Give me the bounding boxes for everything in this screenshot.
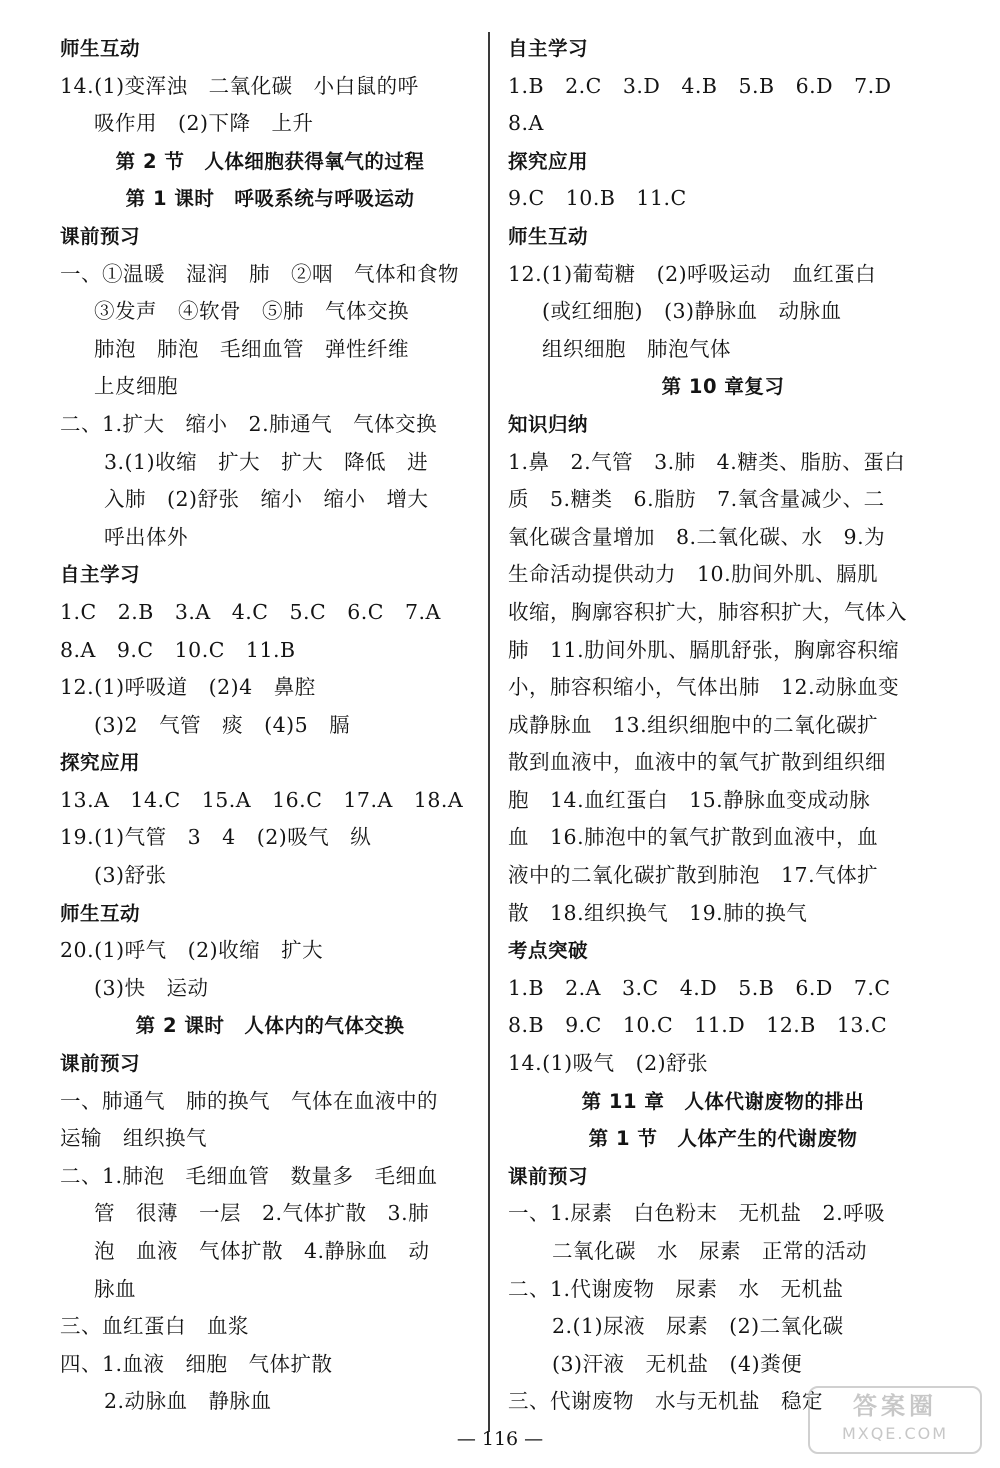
- text-line: 液中的二氧化碳扩散到肺泡 17.气体扩: [508, 863, 879, 888]
- left-column: [60, 30, 480, 1421]
- column-divider: [488, 32, 490, 1432]
- section-heading: 师生互动: [508, 224, 589, 248]
- text-line: 胞 14.血红蛋白 15.静脉血变成动脉: [508, 787, 871, 812]
- text-line: 收缩，胸廓容积扩大，肺容积扩大，气体入: [508, 599, 907, 624]
- section-heading: 课前预习: [60, 224, 141, 248]
- watermark-main-text: 答案圈: [853, 1392, 937, 1420]
- text-line: 9.C 10.B 11.C: [508, 186, 687, 211]
- text-line: 散 18.组织换气 19.肺的换气: [508, 900, 808, 925]
- lesson-title: 第 2 课时 人体内的气体交换: [135, 1014, 405, 1038]
- watermark-url: MXQE.COM: [841, 1424, 949, 1443]
- text-line: 氧化碳含量增加 8.二氧化碳、水 9.为: [508, 524, 886, 549]
- text-line: 小，肺容积缩小，气体出肺 12.动脉血变: [508, 675, 900, 700]
- text-line: 吸作用 (2)下降 上升: [94, 111, 314, 136]
- text-line: 19.(1)气管 3 4 (2)吸气 纵: [60, 825, 372, 850]
- watermark-logo: [808, 1386, 982, 1454]
- text-line: 14.(1)变浑浊 二氧化碳 小白鼠的呼: [60, 73, 419, 98]
- right-column: [508, 30, 938, 1421]
- text-line: 质 5.糖类 6.脂肪 7.氧含量减少、二: [508, 487, 885, 512]
- page-number: — 116 —: [456, 1428, 544, 1450]
- text-line: 散到血液中，血液中的氧气扩散到组织细: [508, 750, 886, 775]
- text-line: 1.B 2.A 3.C 4.D 5.B 6.D 7.C: [508, 975, 891, 1000]
- lesson-title: 第 1 节 人体产生的代谢废物: [588, 1127, 858, 1151]
- text-line: 上皮细胞: [94, 374, 178, 399]
- section-heading: 探究应用: [508, 149, 589, 173]
- text-line: (3)2 气管 痰 (4)5 膈: [94, 712, 351, 737]
- text-line: 12.(1)呼吸道 (2)4 鼻腔: [60, 675, 316, 700]
- text-line: 3.(1)收缩 扩大 扩大 降低 进: [104, 449, 429, 474]
- text-line: 肺 11.肋间外肌、膈肌舒张，胸廓容积缩: [508, 637, 900, 662]
- text-line: 12.(1)葡萄糖 (2)呼吸运动 血红蛋白: [508, 261, 877, 286]
- text-line: 脉血: [94, 1276, 136, 1301]
- section-heading: 自主学习: [508, 37, 589, 60]
- text-line: 20.(1)呼气 (2)收缩 扩大: [60, 938, 324, 963]
- text-line: (或红细胞) (3)静脉血 动脉血: [542, 299, 842, 324]
- text-line: 8.A 9.C 10.C 11.B: [60, 637, 296, 662]
- text-line: 1.C 2.B 3.A 4.C 5.C 6.C 7.A: [60, 599, 441, 624]
- text-line: 入肺 (2)舒张 缩小 缩小 增大: [104, 487, 429, 512]
- text-line: 1.B 2.C 3.D 4.B 5.B 6.D 7.D: [508, 73, 892, 98]
- text-line: (3)汗液 无机盐 (4)粪便: [552, 1351, 803, 1376]
- text-line: 2.(1)尿液 尿素 (2)二氧化碳: [552, 1314, 844, 1339]
- text-line: 1.鼻 2.气管 3.肺 4.糖类、脂肪、蛋白: [508, 449, 906, 474]
- section-heading: 自主学习: [60, 563, 141, 587]
- text-line: 二、1.肺泡 毛细血管 数量多 毛细血: [60, 1163, 438, 1188]
- text-line: 一、①温暖 湿润 肺 ②咽 气体和食物: [60, 261, 459, 286]
- text-line: 四、1.血液 细胞 气体扩散: [60, 1351, 333, 1376]
- text-line: 生命活动提供动力 10.肋间外肌、膈肌: [508, 562, 879, 587]
- section-heading: 知识归纳: [508, 412, 589, 436]
- text-line: 呼出体外: [104, 524, 188, 549]
- section-heading: 探究应用: [60, 751, 141, 775]
- lesson-title: 第 2 节 人体细胞获得氧气的过程: [115, 149, 425, 173]
- text-line: (3)快 运动: [94, 975, 209, 1000]
- text-line: ③发声 ④软骨 ⑤肺 气体交换: [94, 299, 409, 324]
- section-heading: 师生互动: [60, 901, 141, 925]
- text-line: 运输 组织换气: [60, 1126, 207, 1151]
- text-line: 组织细胞 肺泡气体: [542, 336, 731, 361]
- text-line: 二、1.代谢废物 尿素 水 无机盐: [508, 1276, 844, 1301]
- text-line: 泡 血液 气体扩散 4.静脉血 动: [94, 1239, 430, 1263]
- section-heading: 考点突破: [508, 939, 589, 963]
- section-heading: 师生互动: [60, 37, 141, 60]
- text-line: 8.B 9.C 10.C 11.D 12.B 13.C: [508, 1013, 888, 1038]
- text-line: (3)舒张: [94, 863, 167, 888]
- lesson-title: 第 1 课时 呼吸系统与呼吸运动: [125, 187, 415, 211]
- lesson-title: 第 10 章复习: [661, 375, 785, 399]
- text-line: 2.动脉血 静脉血: [104, 1389, 272, 1414]
- text-line: 成静脉血 13.组织细胞中的二氧化碳扩: [508, 712, 879, 737]
- text-line: 三、代谢废物 水与无机盐 稳定: [508, 1389, 823, 1414]
- text-line: 一、1.尿素 白色粉末 无机盐 2.呼吸: [508, 1201, 886, 1226]
- text-line: 管 很薄 一层 2.气体扩散 3.肺: [94, 1201, 430, 1226]
- text-line: 血 16.肺泡中的氧气扩散到血液中，血: [508, 825, 879, 850]
- section-heading: 课前预习: [60, 1052, 141, 1076]
- text-line: 肺泡 肺泡 毛细血管 弹性纤维: [94, 336, 409, 361]
- text-line: 二氧化碳 水 尿素 正常的活动: [552, 1239, 867, 1263]
- text-line: 一、肺通气 肺的换气 气体在血液中的: [60, 1088, 438, 1113]
- section-heading: 课前预习: [508, 1164, 589, 1188]
- text-line: 13.A 14.C 15.A 16.C 17.A 18.A: [60, 787, 464, 812]
- text-line: 14.(1)吸气 (2)舒张: [508, 1051, 709, 1076]
- text-line: 二、1.扩大 缩小 2.肺通气 气体交换: [60, 411, 438, 436]
- text-line: 三、血红蛋白 血浆: [60, 1314, 249, 1339]
- lesson-title: 第 11 章 人体代谢废物的排出: [581, 1089, 865, 1113]
- text-line: 8.A: [508, 111, 544, 136]
